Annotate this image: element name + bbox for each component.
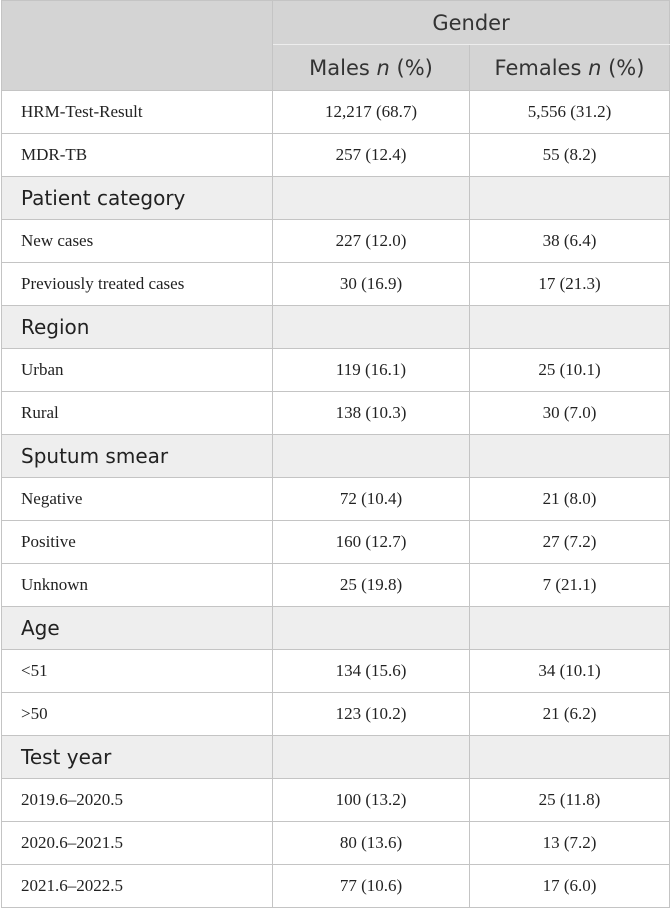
table-row (2, 650, 670, 693)
table-row (2, 349, 670, 392)
males-value: 72 (10.4) (273, 478, 470, 521)
category-label: Region (2, 306, 273, 349)
header-corner-cell (2, 1, 273, 91)
table-row (2, 91, 670, 134)
row-label: Urban (2, 349, 273, 392)
empty-cell (470, 177, 670, 220)
females-value: 17 (6.0) (470, 865, 670, 908)
data-table (1, 0, 670, 908)
females-value: 21 (8.0) (470, 478, 670, 521)
females-value: 34 (10.1) (470, 650, 670, 693)
males-label: Males (309, 55, 370, 80)
category-row (2, 177, 670, 220)
females-value: 27 (7.2) (470, 521, 670, 564)
males-pct-suffix: (%) (396, 55, 433, 80)
row-label: Unknown (2, 564, 273, 607)
table-row (2, 564, 670, 607)
males-value: 160 (12.7) (273, 521, 470, 564)
row-label: 2019.6–2020.5 (2, 779, 273, 822)
table-row (2, 779, 670, 822)
males-n-symbol: n (376, 55, 390, 80)
females-label: Females (494, 55, 582, 80)
gender-header: Gender (273, 1, 670, 45)
table-row (2, 822, 670, 865)
table-row (2, 865, 670, 908)
females-value: 25 (11.8) (470, 779, 670, 822)
females-value: 5,556 (31.2) (470, 91, 670, 134)
males-value: 25 (19.8) (273, 564, 470, 607)
females-value: 38 (6.4) (470, 220, 670, 263)
empty-cell (273, 306, 470, 349)
category-row (2, 435, 670, 478)
category-label: Test year (2, 736, 273, 779)
females-n-symbol: n (588, 55, 602, 80)
males-value: 227 (12.0) (273, 220, 470, 263)
males-value: 80 (13.6) (273, 822, 470, 865)
row-label: Rural (2, 392, 273, 435)
row-label: Negative (2, 478, 273, 521)
row-label: New cases (2, 220, 273, 263)
males-value: 123 (10.2) (273, 693, 470, 736)
header-row-group (2, 1, 670, 45)
category-row (2, 607, 670, 650)
females-value: 30 (7.0) (470, 392, 670, 435)
table-row (2, 392, 670, 435)
table-row (2, 478, 670, 521)
empty-cell (273, 736, 470, 779)
males-header (273, 45, 470, 91)
empty-cell (470, 607, 670, 650)
category-label: Age (2, 607, 273, 650)
females-header (470, 45, 670, 91)
table-row (2, 693, 670, 736)
table-body (2, 91, 670, 908)
females-value: 13 (7.2) (470, 822, 670, 865)
empty-cell (273, 177, 470, 220)
empty-cell (470, 306, 670, 349)
males-value: 30 (16.9) (273, 263, 470, 306)
row-label: 2020.6–2021.5 (2, 822, 273, 865)
category-label: Patient category (2, 177, 273, 220)
row-label: HRM-Test-Result (2, 91, 273, 134)
females-value: 17 (21.3) (470, 263, 670, 306)
category-row (2, 306, 670, 349)
table-row (2, 521, 670, 564)
males-value: 12,217 (68.7) (273, 91, 470, 134)
empty-cell (470, 435, 670, 478)
females-value: 21 (6.2) (470, 693, 670, 736)
table-row (2, 263, 670, 306)
row-label: Previously treated cases (2, 263, 273, 306)
category-row (2, 736, 670, 779)
category-label: Sputum smear (2, 435, 273, 478)
males-value: 138 (10.3) (273, 392, 470, 435)
males-value: 257 (12.4) (273, 134, 470, 177)
females-value: 7 (21.1) (470, 564, 670, 607)
males-value: 134 (15.6) (273, 650, 470, 693)
row-label: >50 (2, 693, 273, 736)
females-value: 55 (8.2) (470, 134, 670, 177)
row-label: MDR-TB (2, 134, 273, 177)
table-row (2, 134, 670, 177)
row-label: Positive (2, 521, 273, 564)
females-pct-suffix: (%) (608, 55, 645, 80)
males-value: 77 (10.6) (273, 865, 470, 908)
males-value: 100 (13.2) (273, 779, 470, 822)
empty-cell (273, 607, 470, 650)
males-value: 119 (16.1) (273, 349, 470, 392)
empty-cell (273, 435, 470, 478)
row-label: <51 (2, 650, 273, 693)
table-row (2, 220, 670, 263)
empty-cell (470, 736, 670, 779)
row-label: 2021.6–2022.5 (2, 865, 273, 908)
females-value: 25 (10.1) (470, 349, 670, 392)
